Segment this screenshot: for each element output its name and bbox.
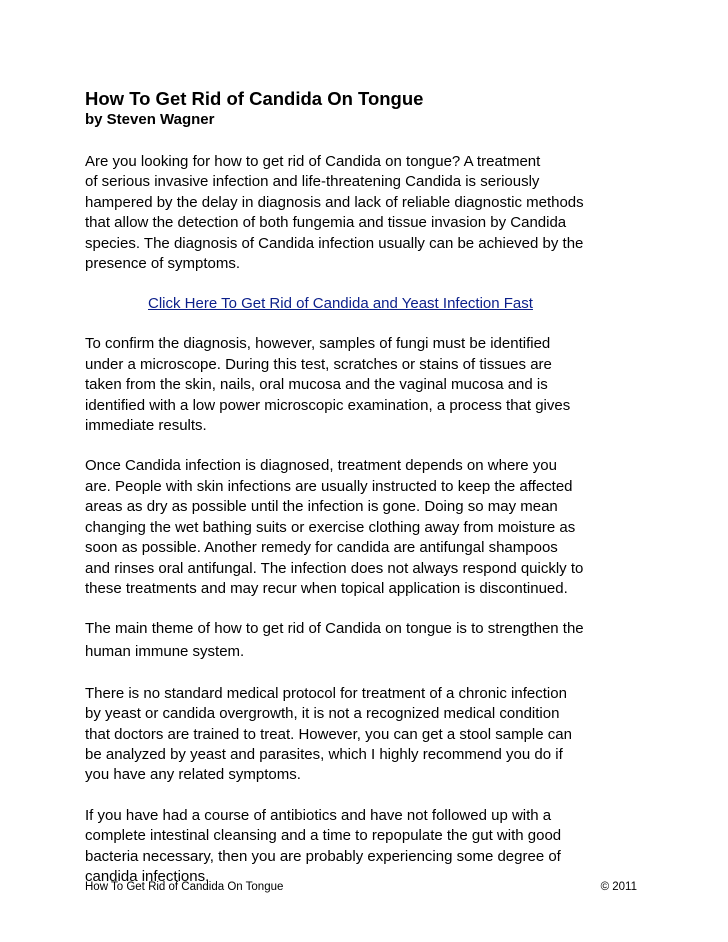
paragraph-antibiotics <box>85 806 655 888</box>
text-line: To confirm the diagnosis, however, samples of fungi must be identified <box>85 335 551 353</box>
author-byline: by Steven Wagner <box>85 111 215 128</box>
text-line: changing the wet bathing suits or exercise clothing away from moisture as <box>85 518 576 536</box>
text-line: candida infections. <box>85 867 210 885</box>
paragraph-treatment <box>85 456 655 599</box>
paragraph-diagnosis <box>85 334 655 436</box>
text-line: presence of symptoms. <box>85 255 241 273</box>
footer-copyright: © 2011 <box>600 881 637 893</box>
footer-title: How To Get Rid of Candida On Tongue <box>85 881 284 893</box>
text-line: Are you looking for how to get rid of Candida on tongue? A treatment <box>85 153 541 170</box>
promo-link-container <box>85 294 655 314</box>
promo-link[interactable]: Click Here To Get Rid of Candida and Yeast Infection Fast <box>148 295 533 313</box>
text-line: taken from the skin, nails, oral mucosa and the vaginal mucosa and is <box>85 376 548 394</box>
text-line: areas as dry as possible until the infection is gone. Doing so may mean <box>85 498 558 516</box>
page-title: How To Get Rid of Candida On Tongue <box>85 88 424 109</box>
text-line: under a microscope. During this test, scratches or stains of tissues are <box>85 355 552 373</box>
text-line: be analyzed by yeast and parasites, which I highly recommend you do if <box>85 745 563 763</box>
text-line: Once Candida infection is diagnosed, treatment depends on where you <box>85 457 557 475</box>
text-line: that allow the detection of both fungemia and tissue invasion by Candida <box>85 214 567 232</box>
text-line: identified with a low power microscopic examination, a process that gives <box>85 396 571 414</box>
document-page <box>85 88 655 907</box>
text-line: are. People with skin infections are usually instructed to keep the affected <box>85 477 573 495</box>
paragraph-intro <box>85 152 655 274</box>
text-line: you have any related symptoms. <box>85 766 301 784</box>
text-line: The main theme of how to get rid of Candida on tongue is to strengthen the <box>85 620 584 638</box>
text-line: that doctors are trained to treat. However, you can get a stool sample can <box>85 725 572 743</box>
text-line: of serious invasive infection and life-threatening Candida is seriously <box>85 173 540 191</box>
text-line: species. The diagnosis of Candida infection usually can be achieved by the <box>85 234 584 252</box>
text-line: soon as possible. Another remedy for candida are antifungal shampoos <box>85 539 558 557</box>
text-line: There is no standard medical protocol for treatment of a chronic infection <box>85 684 567 702</box>
text-line: by yeast or candida overgrowth, it is not a recognized medical condition <box>85 705 560 723</box>
paragraph-main-theme <box>85 619 655 663</box>
text-line: hampered by the delay in diagnosis and lack of reliable diagnostic methods <box>85 193 584 211</box>
text-line: bacteria necessary, then you are probably experiencing some degree of <box>85 847 561 865</box>
text-line: and rinses oral antifungal. The infection does not always respond quickly to <box>85 559 584 577</box>
paragraph-protocol <box>85 684 655 786</box>
text-line: immediate results. <box>85 417 207 435</box>
text-line: human immune system. <box>85 642 245 660</box>
text-line: these treatments and may recur when topical application is discontinued. <box>85 579 568 597</box>
text-line: complete intestinal cleansing and a time to repopulate the gut with good <box>85 827 562 845</box>
text-line: If you have had a course of antibiotics and have not followed up with a <box>85 806 552 824</box>
